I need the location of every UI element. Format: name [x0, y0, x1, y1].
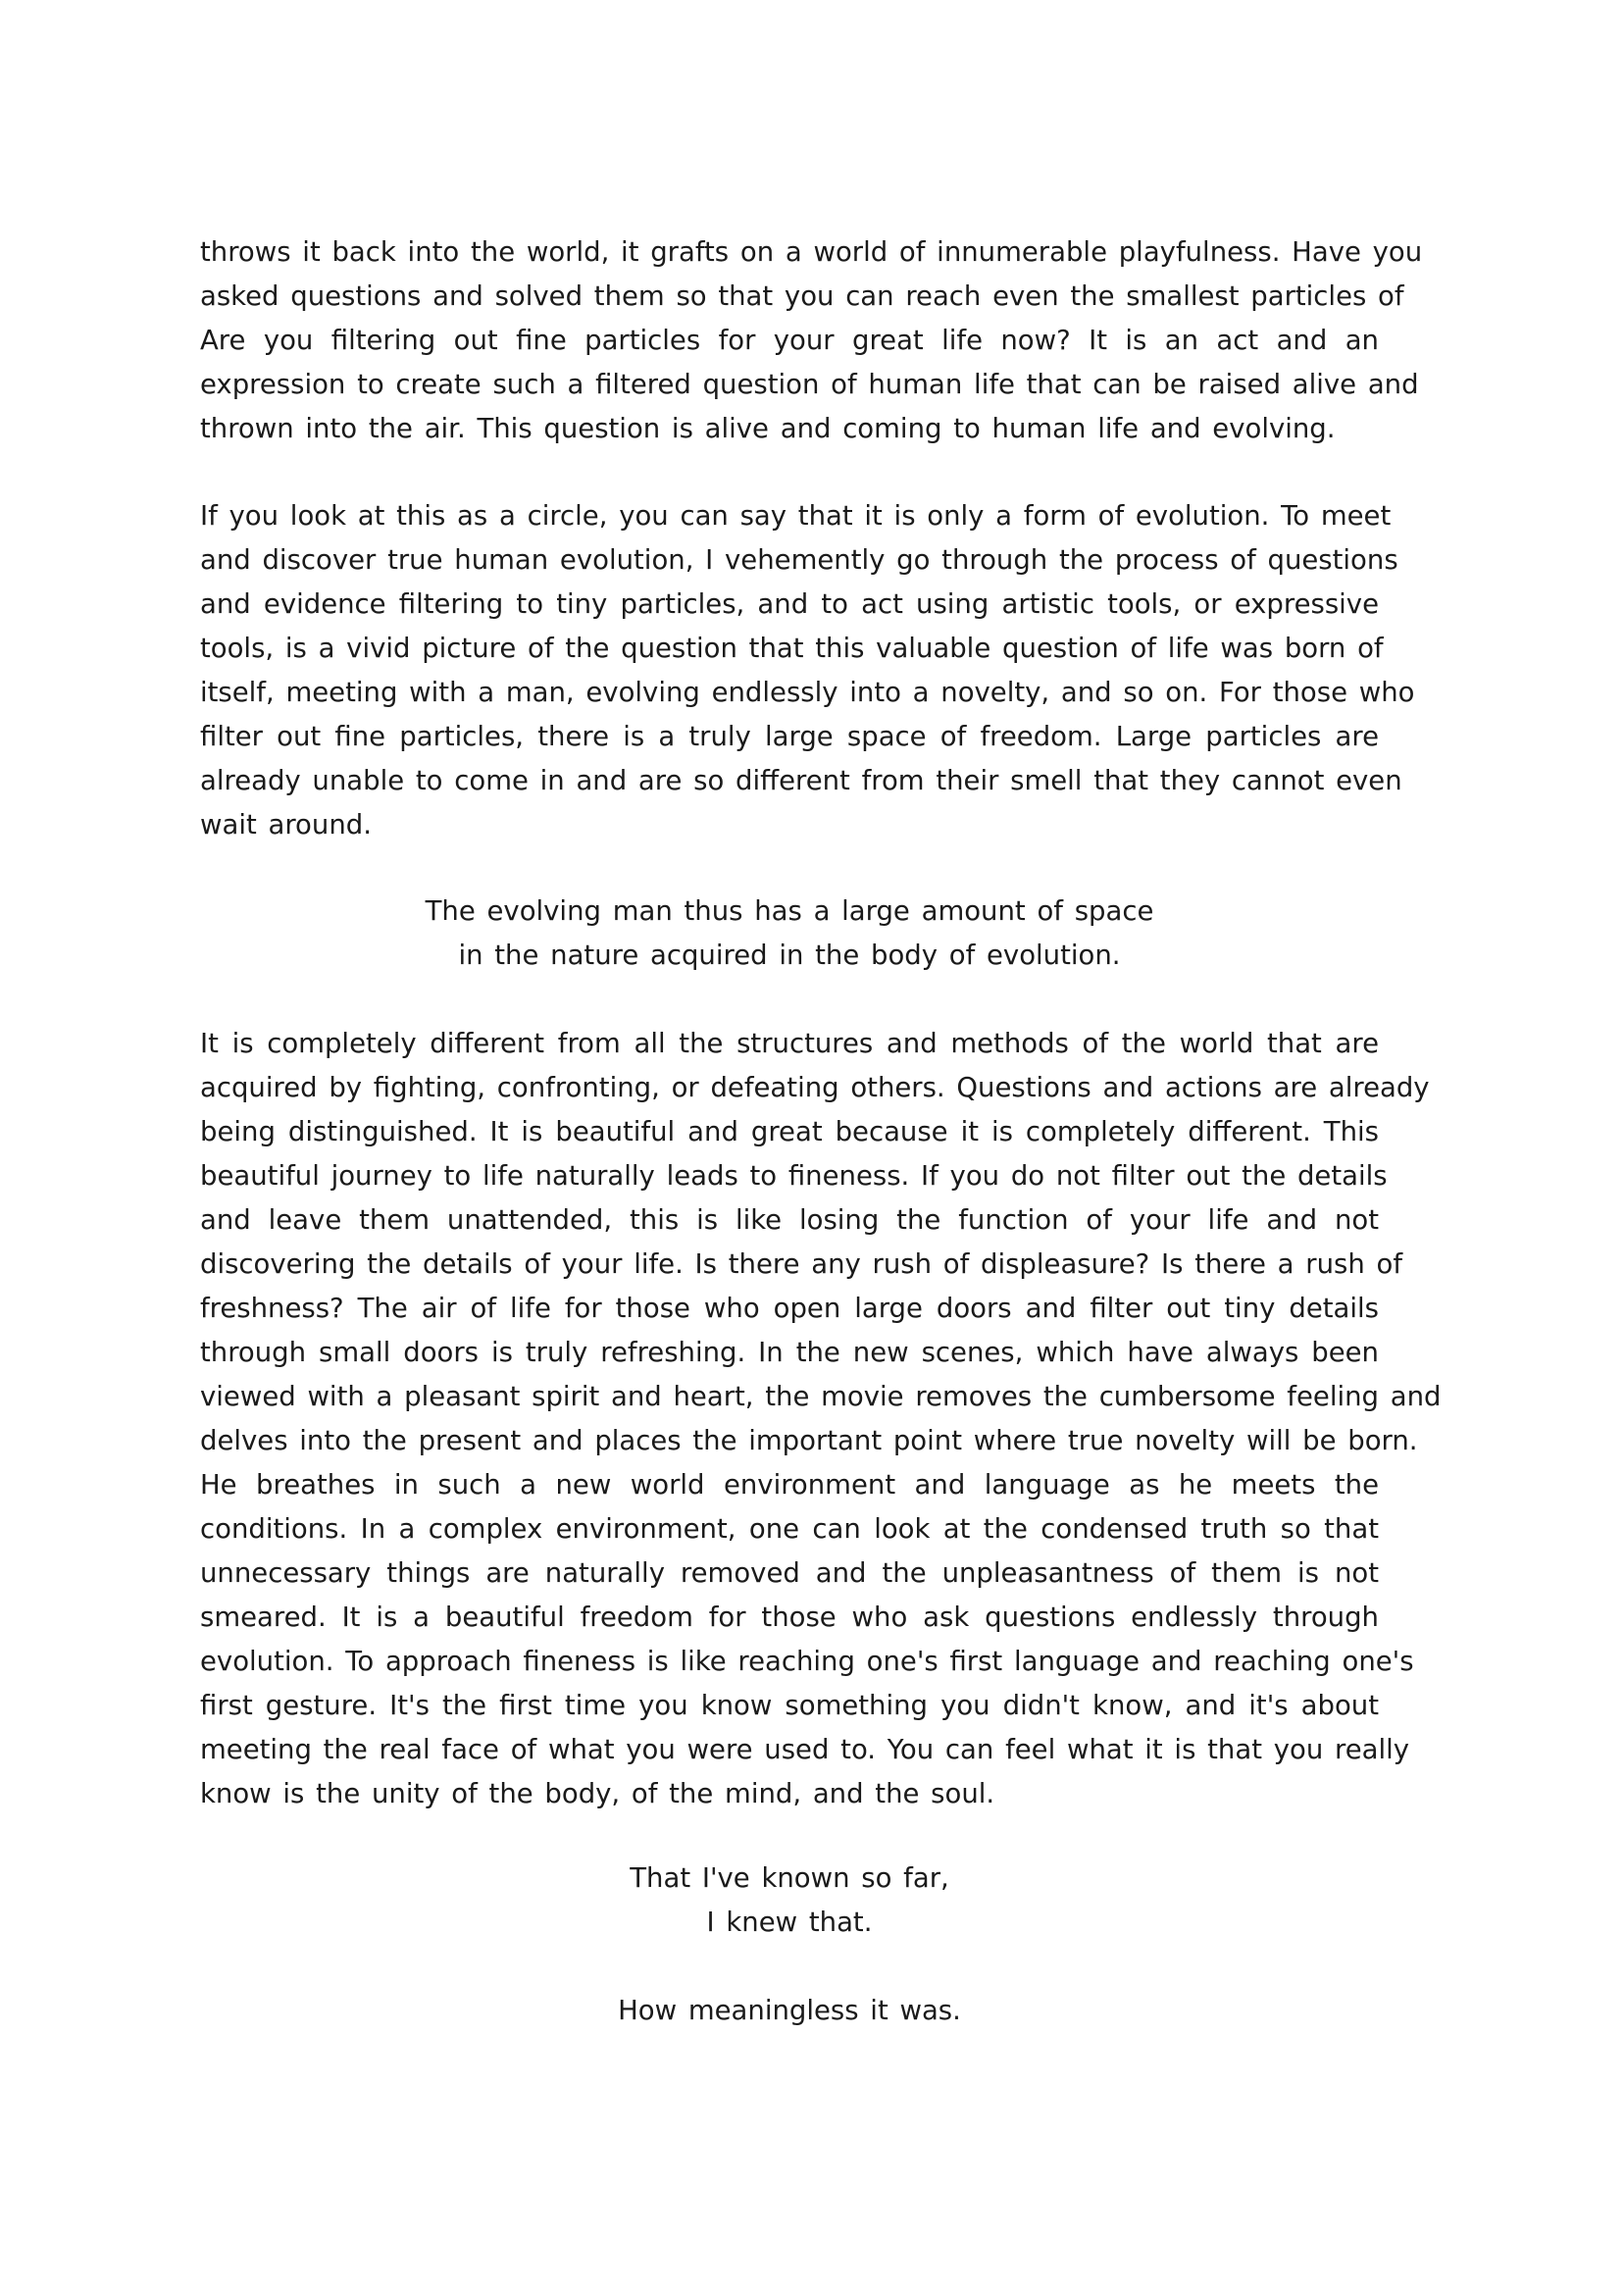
- paragraph-line: filter out fine particles, there is a truly large space of freedom. Large particles are: [200, 721, 1379, 752]
- paragraph-line: already unable to come in and are so different from their smell that they cannot even: [200, 765, 1402, 796]
- paragraph-line: expression to create such a filtered question of human life that can be raised alive and: [200, 369, 1419, 400]
- paragraph-line: being distinguished. It is beautiful and great because it is completely different. This: [200, 1116, 1379, 1147]
- paragraph-1: [200, 230, 1423, 451]
- paragraph-line: evolution. To approach fineness is like reaching one's first language and reaching one's: [200, 1646, 1414, 1677]
- paragraph-line: and evidence filtering to tiny particles, and to act using artistic tools, or expressive: [200, 588, 1379, 620]
- paragraph-line: Are you filtering out fine particles for your great life now? It is an act and an: [200, 325, 1379, 356]
- paragraph-3: [200, 1022, 1442, 1816]
- paragraph-line: meeting the real face of what you were used to. You can feel what it is that you really: [200, 1734, 1410, 1765]
- paragraph-line: beautiful journey to life naturally leads to fineness. If you do not filter out the details: [200, 1160, 1388, 1192]
- quote-line: The evolving man thus has a large amount of space: [425, 895, 1154, 927]
- quote-line: How meaningless it was.: [618, 1995, 961, 2026]
- paragraph-line: He breathes in such a new world environment and language as he meets the: [200, 1469, 1379, 1501]
- paragraph-line: itself, meeting with a man, evolving endlessly into a novelty, and so on. For those who: [200, 677, 1415, 708]
- centered-quote-3: [200, 1989, 1379, 2033]
- paragraph-line: through small doors is truly refreshing. In the new scenes, which have always been: [200, 1337, 1379, 1368]
- paragraph-line: It is completely different from all the structures and methods of the world that are: [200, 1028, 1379, 1059]
- paragraph-line: thrown into the air. This question is alive and coming to human life and evolving.: [200, 413, 1336, 444]
- paragraph-line: discovering the details of your life. Is there any rush of displeasure? Is there a rush of: [200, 1248, 1403, 1280]
- paragraph-line: smeared. It is a beautiful freedom for those who ask questions endlessly through: [200, 1602, 1379, 1633]
- paragraph-line: throws it back into the world, it grafts on a world of innumerable playfulness. Have you: [200, 236, 1423, 268]
- paragraph-2: [200, 494, 1415, 847]
- quote-line: I knew that.: [706, 1907, 873, 1938]
- paragraph-line: and leave them unattended, this is like losing the function of your life and not: [200, 1204, 1379, 1236]
- paragraph-line: wait around.: [200, 809, 372, 840]
- centered-quote-2: [200, 1857, 1379, 1945]
- quote-line: That I've known so far,: [630, 1862, 949, 1894]
- paragraph-line: viewed with a pleasant spirit and heart, the movie removes the cumbersome feeling and: [200, 1381, 1442, 1412]
- paragraph-line: conditions. In a complex environment, one can look at the condensed truth so that: [200, 1513, 1379, 1545]
- centered-quote-1: [200, 890, 1379, 978]
- paragraph-line: unnecessary things are naturally removed and the unpleasantness of them is not: [200, 1557, 1379, 1589]
- paragraph-line: asked questions and solved them so that you can reach even the smallest particles of: [200, 280, 1404, 312]
- quote-line: in the nature acquired in the body of evolution.: [458, 940, 1121, 971]
- paragraph-line: If you look at this as a circle, you can say that it is only a form of evolution. To meet: [200, 500, 1392, 532]
- paragraph-line: delves into the present and places the important point where true novelty will be born.: [200, 1425, 1418, 1456]
- paragraph-line: know is the unity of the body, of the mind, and the soul.: [200, 1778, 995, 1809]
- paragraph-line: and discover true human evolution, I vehemently go through the process of questions: [200, 544, 1398, 576]
- paragraph-line: freshness? The air of life for those who open large doors and filter out tiny details: [200, 1293, 1379, 1324]
- paragraph-line: first gesture. It's the first time you know something you didn't know, and it's about: [200, 1690, 1379, 1721]
- paragraph-line: acquired by fighting, confronting, or defeating others. Questions and actions are already: [200, 1072, 1430, 1103]
- paragraph-line: tools, is a vivid picture of the question that this valuable question of life was born of: [200, 633, 1384, 664]
